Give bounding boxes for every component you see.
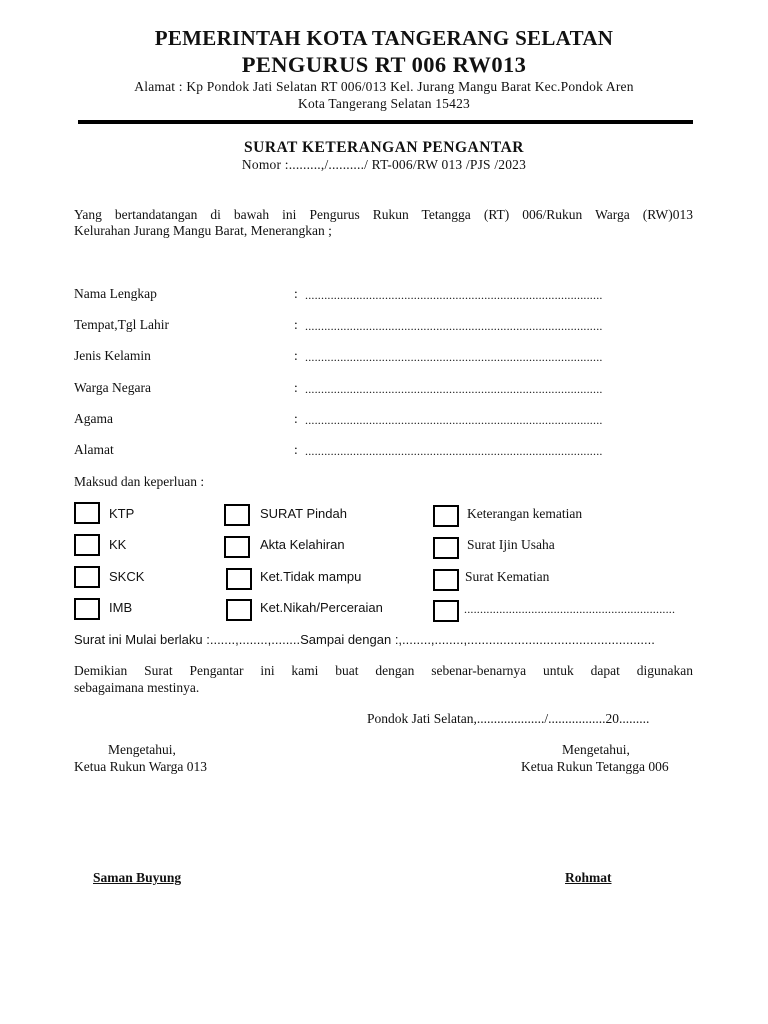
field-blank-nationality[interactable]: ............................................................................................. [305,382,603,396]
checkbox-ket-tidak-mampu[interactable] [226,568,252,590]
field-label-gender: Jenis Kelamin [74,348,151,363]
option-label-ktp: KTP [109,506,135,521]
field-blank-address[interactable]: ............................................................................................. [305,444,603,458]
option-label-surat-pindah: SURAT Pindah [260,506,347,521]
option-label-keterangan-kematian: Keterangan kematian [467,506,583,521]
right-signature-role: Ketua Rukun Tetangga 006 [521,759,669,774]
option-label-ket-nikah-perceraian: Ket.Nikah/Perceraian [260,600,383,615]
field-colon: : [294,380,298,395]
address-line-1: Alamat : Kp Pondok Jati Selatan RT 006/013 Kel. Jurang Mangu Barat Kec.Pondok Aren [134,79,634,94]
checkbox-skck[interactable] [74,566,100,588]
option-label-imb: IMB [109,600,133,615]
organization-heading: PENGURUS RT 006 RW013 [241,52,527,77]
field-label-birth: Tempat,Tgl Lahir [74,317,170,332]
left-signatory-name: Saman Buyung [93,870,182,885]
left-signature-heading: Mengetahui, [108,742,176,757]
government-heading: PEMERINTAH KOTA TANGERANG SELATAN [154,26,614,50]
option-blank-other[interactable]: .................................................................. [464,602,676,616]
checkbox-surat-pindah[interactable] [224,504,250,526]
option-label-surat-kematian: Surat Kematian [465,569,550,584]
closing-line-2: sebagaimana mestinya. [74,680,200,695]
field-colon: : [294,317,298,332]
closing-line-1: Demikian Surat Pengantar ini kami buat dengan sebenar-benarnya untuk dapat digunakan [74,663,693,678]
right-signature-heading: Mengetahui, [562,742,630,757]
intro-line-2: Kelurahan Jurang Mangu Barat, Menerangkan ; [74,223,332,238]
place-date: Pondok Jati Selatan,..................../.................20......... [367,711,650,726]
checkbox-kk[interactable] [74,534,100,556]
field-blank-gender[interactable]: ............................................................................................. [305,350,603,364]
document-title: SURAT KETERANGAN PENGANTAR [244,139,524,156]
option-label-skck: SKCK [109,569,145,584]
validity-line: Surat ini Mulai berlaku :.......,........,........Sampai dengan :,........,........,.................................................... [74,632,655,647]
checkbox-akta-kelahiran[interactable] [224,536,250,558]
right-signatory-name: Rohmat [565,870,612,885]
field-colon: : [294,442,298,457]
field-label-address: Alamat [74,442,114,457]
option-label-akta-kelahiran: Akta Kelahiran [260,537,345,552]
field-label-name: Nama Lengkap [74,286,157,301]
checkbox-ket-nikah-perceraian[interactable] [226,599,252,621]
option-label-ket-tidak-mampu: Ket.Tidak mampu [260,569,362,584]
field-label-nationality: Warga Negara [74,380,151,395]
checkbox-keterangan-kematian[interactable] [433,505,459,527]
checkbox-other[interactable] [433,600,459,622]
header-divider [78,120,693,124]
option-label-surat-ijin-usaha: Surat Ijin Usaha [467,537,555,552]
checkbox-imb[interactable] [74,598,100,620]
checkbox-surat-kematian[interactable] [433,569,459,591]
checkbox-surat-ijin-usaha[interactable] [433,537,459,559]
field-blank-name[interactable]: ............................................................................................. [305,288,603,302]
address-line-2: Kota Tangerang Selatan 15423 [298,96,470,111]
field-colon: : [294,411,298,426]
intro-line-1: Yang bertandatangan di bawah ini Pengurus Rukun Tetangga (RT) 006/Rukun Warga (RW)013 [74,207,693,222]
field-colon: : [294,348,298,363]
checkbox-ktp[interactable] [74,502,100,524]
field-label-religion: Agama [74,411,113,426]
purpose-label: Maksud dan keperluan : [74,474,205,489]
field-colon: : [294,286,298,301]
field-blank-religion[interactable]: ............................................................................................. [305,413,603,427]
document-number: Nomor :.........,/........../ RT-006/RW 013 /PJS /2023 [241,157,527,172]
left-signature-role: Ketua Rukun Warga 013 [74,759,208,774]
option-label-kk: KK [109,537,127,552]
field-blank-birth[interactable]: ............................................................................................. [305,319,603,333]
